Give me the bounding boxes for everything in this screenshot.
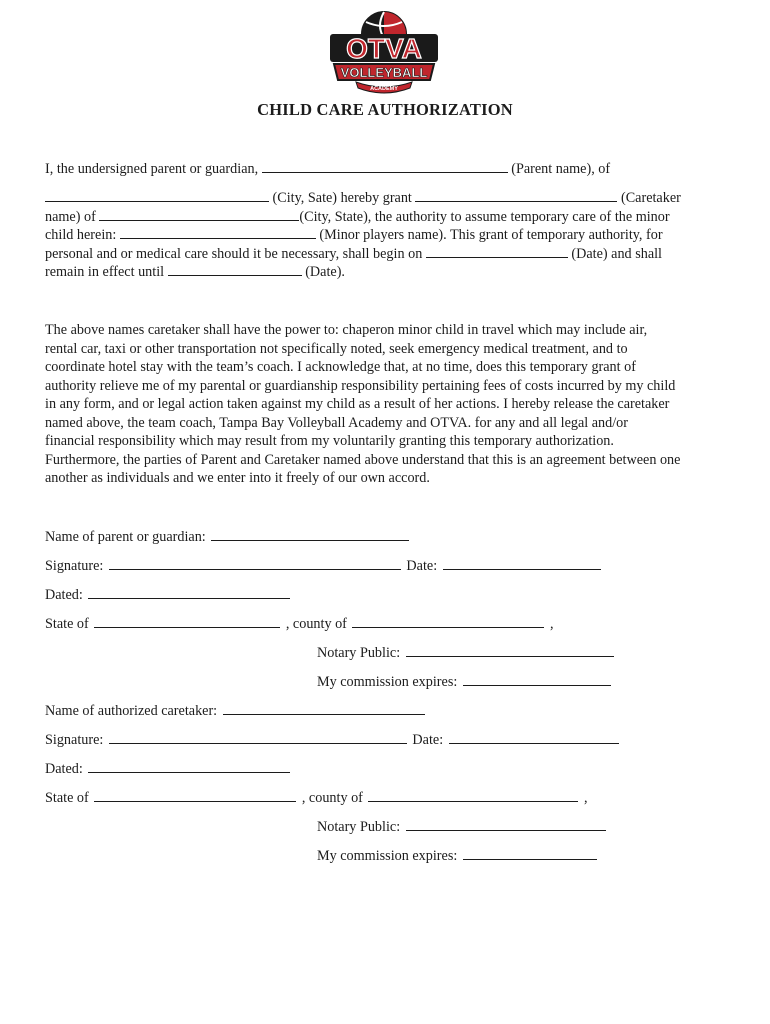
body-line: The above names caretaker shall have the power to: chaperon minor child in travel which may include air, xyxy=(45,322,648,338)
parent-name-blank[interactable] xyxy=(262,160,508,173)
logo-brand-text: OTVA xyxy=(346,33,422,64)
parent-city-state-blank[interactable] xyxy=(45,189,269,202)
begin-date-blank[interactable] xyxy=(426,245,568,258)
caretaker-notary-row: Notary Public: xyxy=(317,818,608,836)
logo-sub-text: VOLLEYBALL xyxy=(340,65,428,80)
body-line: another as individuals and we enter into it freely of our own accord. xyxy=(45,470,430,486)
parent-signature-field[interactable] xyxy=(109,557,401,570)
grant-line: child herein: (Minor players name). This grant of temporary authority, for xyxy=(45,227,663,243)
authority-paragraph xyxy=(45,321,723,488)
caretaker-name-row: Name of authorized caretaker: xyxy=(45,702,427,720)
body-line: named above, the team coach, Tampa Bay Volleyball Academy and OTVA. for any and all legal and/or xyxy=(45,414,629,431)
parent-state-field[interactable] xyxy=(94,615,280,628)
grant-line: name) of (City, State), the authority to assume temporary care of the minor xyxy=(45,208,670,225)
body-line: coordinate hotel stay with the team’s coach. I acknowledge that, at no time, does this temporary grant of xyxy=(45,359,636,375)
body-line: Furthermore, the parties of Parent and Caretaker named above understand that this is an agreement between one xyxy=(45,451,681,468)
grant-line: remain in effect until (Date). xyxy=(45,264,345,280)
parent-state-county-row: State of , county of , xyxy=(45,616,554,632)
caretaker-state-field[interactable] xyxy=(94,789,296,802)
caretaker-commission-field[interactable] xyxy=(463,847,597,860)
grant-line: I, the undersigned parent or guardian, (Parent name), of xyxy=(45,161,611,177)
parent-notary-field[interactable] xyxy=(406,644,614,657)
parent-date-field[interactable] xyxy=(443,557,601,570)
caretaker-signature-row: Signature: Date: xyxy=(45,731,621,749)
caretaker-date-field[interactable] xyxy=(449,731,619,744)
caretaker-notary-field[interactable] xyxy=(406,818,606,831)
grant-line: (City, Sate) hereby grant (Caretaker xyxy=(45,189,725,208)
grant-paragraph xyxy=(45,160,725,282)
body-line: authority relieve me of my parental or guardianship responsibility pertaining fees of costs incurred by my child xyxy=(45,377,676,394)
grant-line: personal and or medical care should it be necessary, shall begin on (Date) and shall xyxy=(45,245,662,262)
caretaker-signature-field[interactable] xyxy=(109,731,407,744)
body-line: rental car, taxi or other transportation not specifically noted, seek emergency medical treatment, and to xyxy=(45,340,628,357)
end-date-blank[interactable] xyxy=(168,263,302,276)
parent-name-field[interactable] xyxy=(211,528,409,541)
parent-dated-row: Dated: xyxy=(45,586,292,604)
body-line: in any form, and or legal action taken against my child as a result of her actions. I hereby release the caretaker xyxy=(45,396,670,412)
caretaker-name-blank[interactable] xyxy=(415,189,617,202)
caretaker-city-state-blank[interactable] xyxy=(99,208,299,221)
parent-commission-row: My commission expires: xyxy=(317,673,613,691)
page-title: CHILD CARE AUTHORIZATION xyxy=(257,100,513,119)
parent-notary-row: Notary Public: xyxy=(317,644,616,662)
caretaker-dated-field[interactable] xyxy=(88,760,290,773)
body-line: financial responsibility which may result from my voluntarily granting this temporary authorization. xyxy=(45,433,614,449)
caretaker-county-field[interactable] xyxy=(368,789,578,802)
caretaker-commission-row: My commission expires: xyxy=(317,847,599,865)
parent-county-field[interactable] xyxy=(352,615,544,628)
parent-name-row: Name of parent or guardian: xyxy=(45,528,411,546)
parent-dated-field[interactable] xyxy=(88,586,290,599)
otva-volleyball-academy-logo xyxy=(326,8,442,96)
logo-tag-text: ACADEMY xyxy=(370,86,398,92)
caretaker-name-field[interactable] xyxy=(223,702,425,715)
minor-player-name-blank[interactable] xyxy=(120,226,316,239)
caretaker-state-county-row: State of , county of , xyxy=(45,790,588,806)
parent-commission-field[interactable] xyxy=(463,673,611,686)
caretaker-dated-row: Dated: xyxy=(45,760,292,778)
parent-signature-row: Signature: Date: xyxy=(45,557,603,575)
